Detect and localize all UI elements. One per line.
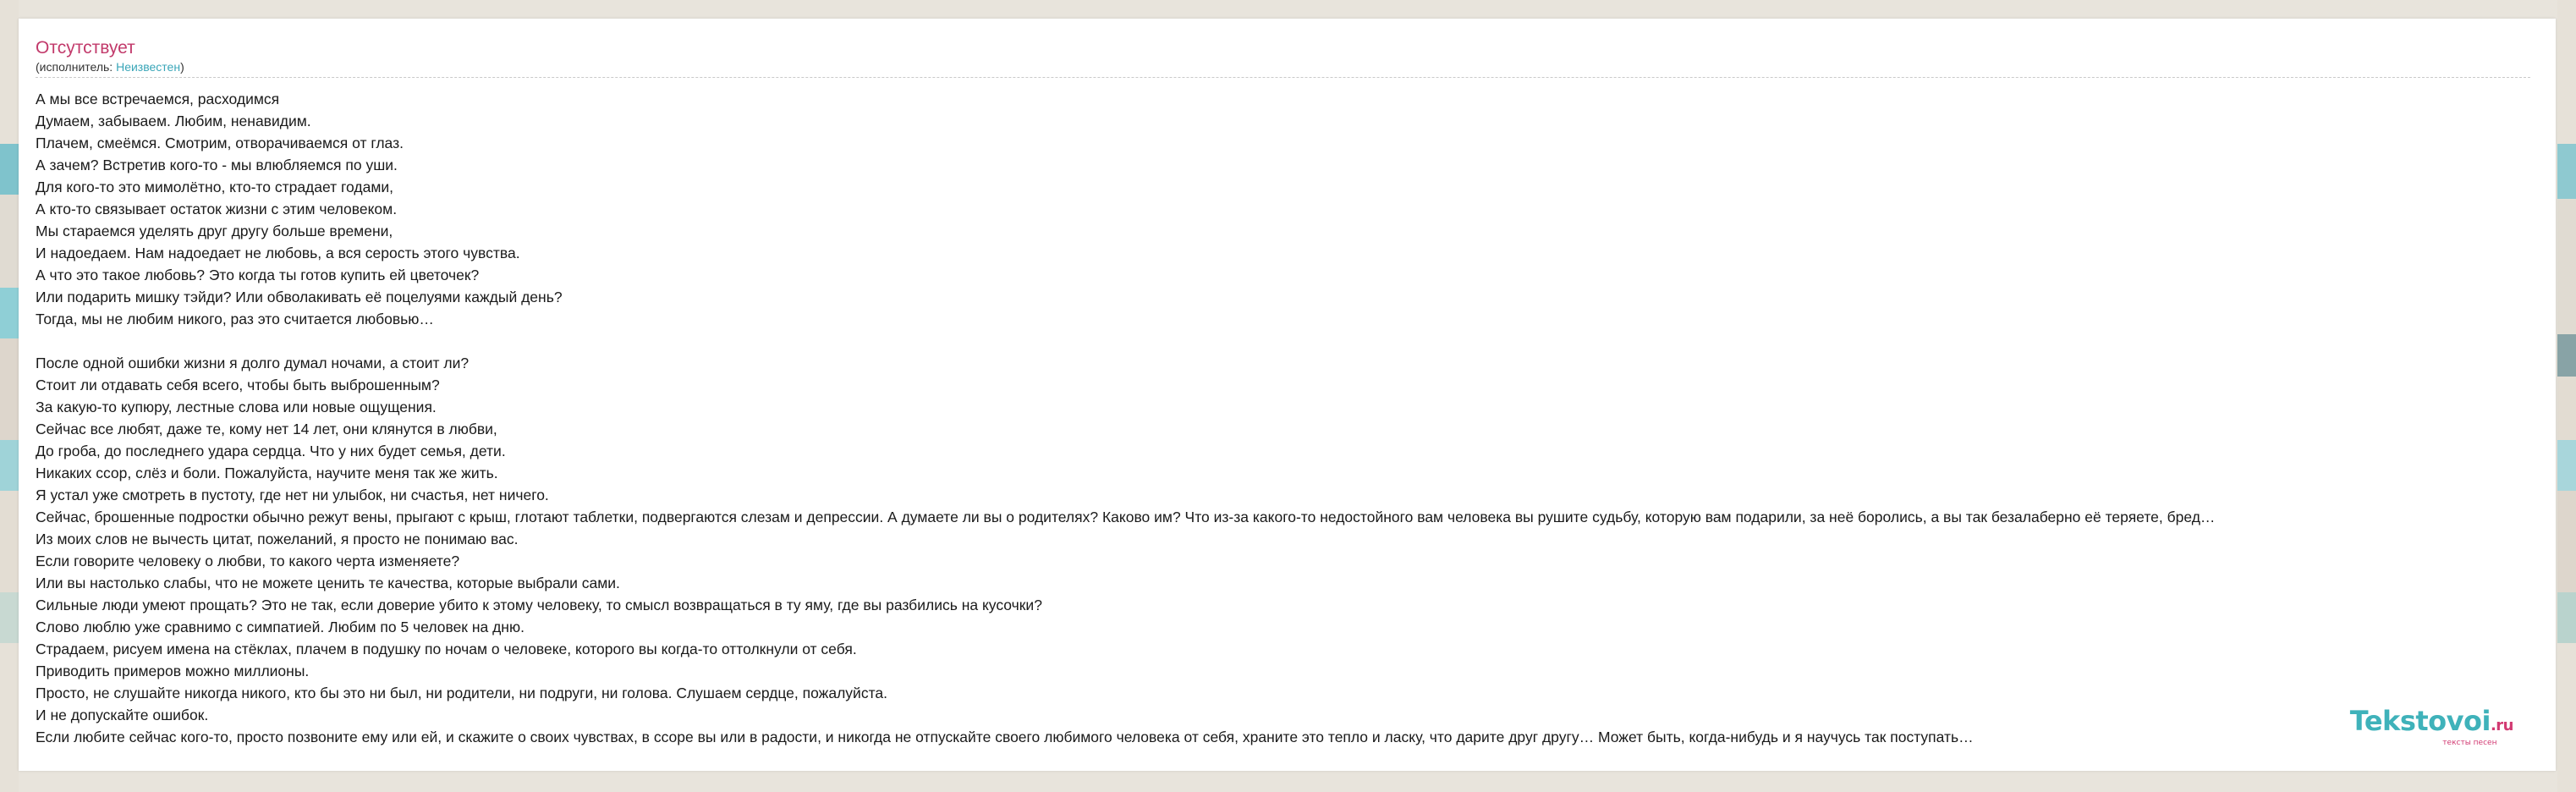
stanza-break	[36, 330, 2544, 352]
content-panel	[19, 19, 2556, 771]
lyric-line: За какую-то купюру, лестные слова или новые ощущения.	[36, 399, 437, 415]
logo-name: Tekstovoi	[2349, 705, 2491, 737]
lyric-line: Просто, не слушайте никогда никого, кто бы это ни был, ни родители, ни подруги, ни голова. Слушаем сердце, пожалуйста.	[36, 685, 887, 701]
lyric-line: И не допускайте ошибок.	[36, 707, 209, 723]
lyric-line: Страдаем, рисуем имена на стёклах, плачем в подушку по ночам о человеке, которого вы когда-то оттолкнули от себя.	[36, 641, 857, 657]
lyric-line: Я устал уже смотреть в пустоту, где нет ни улыбок, ни счастья, нет ничего.	[36, 487, 549, 503]
lyric-line: Сильные люди умеют прощать? Это не так, если доверие убито к этому человеку, то смысл возвращаться в ту яму, где вы разбились на кусочки?	[36, 597, 1042, 613]
lyric-line: Если говорите человеку о любви, то какого черта изменяете?	[36, 553, 460, 569]
artist-suffix: )	[180, 60, 184, 74]
lyric-line: Тогда, мы не любим никого, раз это считается любовью…	[36, 311, 434, 327]
logo-wordmark	[2350, 707, 2513, 740]
lyric-line: Из моих слов не вычесть цитат, пожеланий, я просто не понимаю вас.	[36, 531, 519, 547]
lyric-line: А что это такое любовь? Это когда ты готов купить ей цветочек?	[36, 267, 480, 283]
lyric-line: А кто-то связывает остаток жизни с этим человеком.	[36, 201, 398, 217]
lyrics-body	[36, 88, 2544, 748]
lyric-line: До гроба, до последнего удара сердца. Что у них будет семья, дети.	[36, 443, 506, 459]
lyric-line: После одной ошибки жизни я долго думал ночами, а стоит ли?	[36, 355, 470, 371]
lyric-line: Или подарить мишку тэйди? Или обволакивать её поцелуями каждый день?	[36, 289, 563, 305]
song-title: Отсутствует	[36, 38, 135, 58]
lyric-line: А зачем? Встретив кого-то - мы влюбляемся по уши.	[36, 157, 398, 173]
lyric-line: Сейчас, брошенные подростки обычно режут вены, прыгают с крыш, глотают таблетки, подвергаются слезам и депрессии. А думаете ли вы о родителях? Каково им? Что из-за какого-то недостойного вам человека вы рушите судьбу, которую вам подарили, за неё боролись, а вы так безалаберно её теряете, бред…	[36, 509, 2216, 525]
lyric-line: А мы все встречаемся, расходимся	[36, 91, 280, 107]
logo-tld: .ru	[2490, 717, 2513, 734]
lyric-line: Думаем, забываем. Любим, ненавидим.	[36, 113, 311, 129]
artist-line	[36, 59, 2530, 74]
lyric-line: Плачем, смеёмся. Смотрим, отворачиваемся от глаз.	[36, 135, 404, 151]
lyric-line: Стоит ли отдавать себя всего, чтобы быть выброшенным?	[36, 377, 440, 393]
lyric-line: Мы стараемся уделять друг другу больше времени,	[36, 223, 393, 239]
background-stripe-right	[2557, 0, 2576, 792]
artist-link[interactable]: Неизвестен	[116, 60, 181, 74]
lyric-line: Если любите сейчас кого-то, просто позвоните ему или ей, и скажите о своих чувствах, в ссоре вы или в радости, и никогда не отпускайте своего любимого человека от себя, храните это тепло и ласку, что дарите друг другу… Может быть, когда-нибудь и я научусь так поступать…	[36, 729, 1974, 745]
site-logo[interactable]	[2350, 707, 2513, 747]
lyric-line: Сейчас все любят, даже те, кому нет 14 лет, они клянутся в любви,	[36, 421, 497, 437]
background-stripe-left	[0, 0, 19, 792]
logo-tagline: тексты песен	[2442, 739, 2497, 747]
lyric-line: И надоедаем. Нам надоедает не любовь, а вся серость этого чувства.	[36, 245, 520, 261]
lyric-line: Или вы настолько слабы, что не можете ценить те качества, которые выбрали сами.	[36, 575, 620, 591]
lyric-line: Для кого-то это мимолётно, кто-то страдает годами,	[36, 179, 393, 195]
song-header	[36, 37, 2530, 78]
lyric-line: Никаких ссор, слёз и боли. Пожалуйста, научите меня так же жить.	[36, 465, 498, 481]
lyric-line: Приводить примеров можно миллионы.	[36, 663, 310, 679]
artist-prefix: (исполнитель:	[36, 60, 117, 74]
lyric-line: Слово люблю уже сравнимо с симпатией. Любим по 5 человек на дню.	[36, 619, 525, 635]
